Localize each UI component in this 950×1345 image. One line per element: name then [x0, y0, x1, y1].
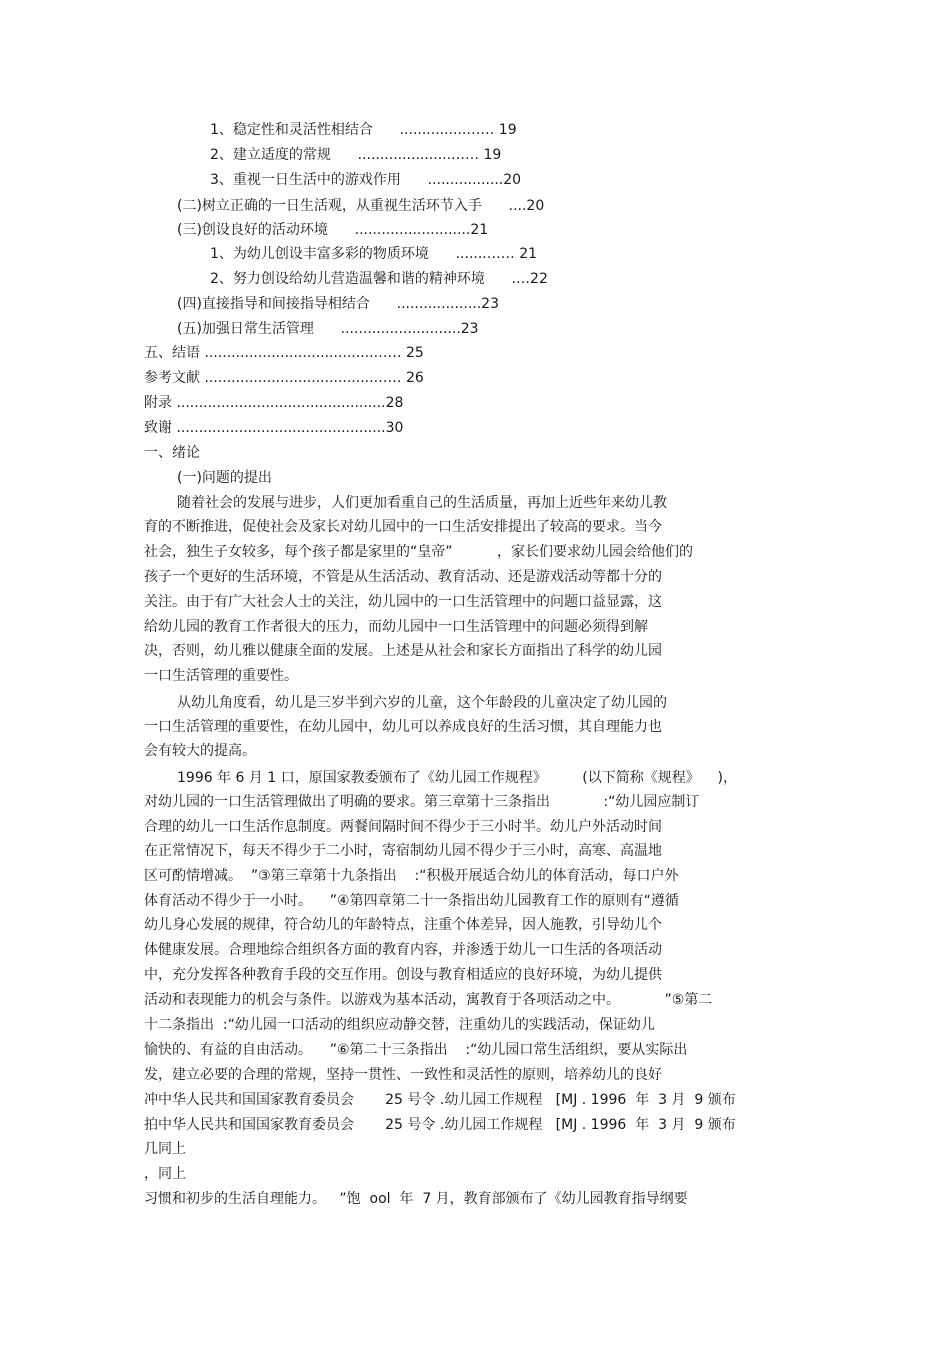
body-line: 育的不断推进，促使社会及家长对幼儿园中的一口生活安排提出了较高的要求。当今: [144, 519, 662, 535]
body-line: 愉快的、有益的自由活动。 ”⑥第二十三条指出 :“幼儿园口常生活组织，要从实际出: [144, 1042, 688, 1058]
body-line: 合理的幼儿一口生活作息制度。两餐间隔时间不得少于三小时半。幼儿户外活动时间: [144, 819, 662, 835]
body-line: 一口生活管理的重要性。: [144, 668, 298, 684]
body-line: 习惯和初步的生活自理能力。 ”饱 ool 年 7 月，教育部颁布了《幼儿园教育指导纲要: [144, 1191, 688, 1207]
toc-entry: 2、努力创设给幼儿营造温馨和谐的精神环境 .…22: [210, 271, 548, 287]
toc-entry: 2、建立适度的常规 .....................…… 19: [210, 147, 502, 163]
toc-entry: 附录 ...............................................28: [144, 395, 404, 411]
toc-entry: (三)创设良好的活动环境 ..........................21: [177, 222, 489, 238]
toc-entry: 3、重视一日生活中的游戏作用 .................20: [210, 172, 522, 188]
subsection-heading: (一)问题的提出: [177, 470, 272, 486]
body-line: 社会，独生子女较多，每个孩子都是家里的“皇帝” ，家长们要求幼儿园会给他们的: [144, 544, 694, 560]
body-line: 体育活动不得少于一小时。 ”④第四章第二十一条指出幼儿园教育工作的原则有“遵循: [144, 893, 679, 909]
body-line: 幼儿身心发展的规律，符合幼儿的年龄特点，注重个体差异，因人施教，引导幼儿个: [144, 917, 662, 933]
toc-entry: (二)树立正确的一日生活观，从重视生活环节入手 ....20: [177, 198, 545, 214]
body-line: 会有较大的提高。: [144, 743, 256, 759]
body-line: 十二条指出 :“幼儿园一口活动的组织应动静交替，注重幼儿的实践活动，保证幼儿: [144, 1017, 655, 1033]
section-heading: 一、绪论: [144, 445, 200, 461]
body-line: 随着社会的发展与进步，人们更加看重自己的生活质量，再加上近些年来幼儿教: [177, 495, 667, 511]
toc-entry: 1、为幼儿创设丰富多彩的物质环境 .......…… 21: [210, 246, 538, 262]
footnote: 冲中华人民共和国国家教育委员会 25 号令 .幼儿园工作规程 [MJ . 1996 年 3 月 9 颁布: [144, 1092, 736, 1108]
body-line: 孩子一个更好的生活环境，不管是从生活活动、教育活动、还是游戏活动等都十分的: [144, 569, 662, 585]
toc-entry: (四)直接指导和间接指导相结合 ...................23: [177, 296, 499, 312]
toc-entry: 致谢 ...............................................30: [144, 420, 404, 436]
body-line: 体健康发展。合理地综合组织各方面的教育内容，并渗透于幼儿一口生活的各项活动: [144, 942, 662, 958]
body-line: 中，充分发挥各种教育手段的交互作用。创设与教育相适应的良好环境，为幼儿提供: [144, 967, 662, 983]
footnote: 几同上: [144, 1141, 186, 1157]
body-line: 关注。由于有广大社会人士的关注，幼儿园中的一口生活管理中的问题口益显露，这: [144, 594, 662, 610]
toc-entry: 1、稳定性和灵活性相结合 ...............…… 19: [210, 122, 517, 138]
footnote: ，同上: [144, 1166, 186, 1182]
body-line: 1996 年 6 月 1 口，原国家教委颁布了《幼儿园工作规程》 (以下简称《规程》 )，: [177, 770, 738, 786]
body-line: 活动和表现能力的机会与条件。以游戏为基本活动，寓教育于各项活动之中。 ”⑤第二: [144, 992, 713, 1008]
body-line: 从幼儿角度看，幼儿是三岁半到六岁的儿童，这个年龄段的儿童决定了幼儿园的: [177, 695, 667, 711]
footnote: 拍中华人民共和国国家教育委员会 25 号令 .幼儿园工作规程 [MJ . 1996 年 3 月 9 颁布: [144, 1117, 736, 1133]
body-line: 在正常情况下，每天不得少于二小时，寄宿制幼儿园不得少于三小时，高寒、高温地: [144, 843, 662, 859]
body-line: 发，建立必要的合理的常规，坚持一贯性、一致性和灵活性的原则，培养幼儿的良好: [144, 1067, 662, 1083]
toc-entry: 五、结语 ......................................…… 25: [144, 345, 424, 361]
body-line: 区可酌情增减。 ”③第三章第十九条指出 :“积极开展适合幼儿的体育活动，每口户外: [144, 868, 679, 884]
toc-entry: 参考文献 ......................................…… 26: [144, 370, 424, 386]
body-line: 一口生活管理的重要性，在幼儿园中，幼儿可以养成良好的生活习惯，其自理能力也: [144, 719, 662, 735]
body-line: 对幼儿园的一口生活管理做出了明确的要求。第三章第十三条指出 :“幼儿园应制订: [144, 794, 700, 810]
body-line: 给幼儿园的教育工作者很大的压力，而幼儿园中一口生活管理中的问题必须得到解: [144, 619, 648, 635]
body-line: 决，否则，幼儿雅以健康全面的发展。上述是从社会和家长方面指出了科学的幼儿园: [144, 643, 662, 659]
toc-entry: (五)加强日常生活管理 ...........................23: [177, 321, 479, 337]
